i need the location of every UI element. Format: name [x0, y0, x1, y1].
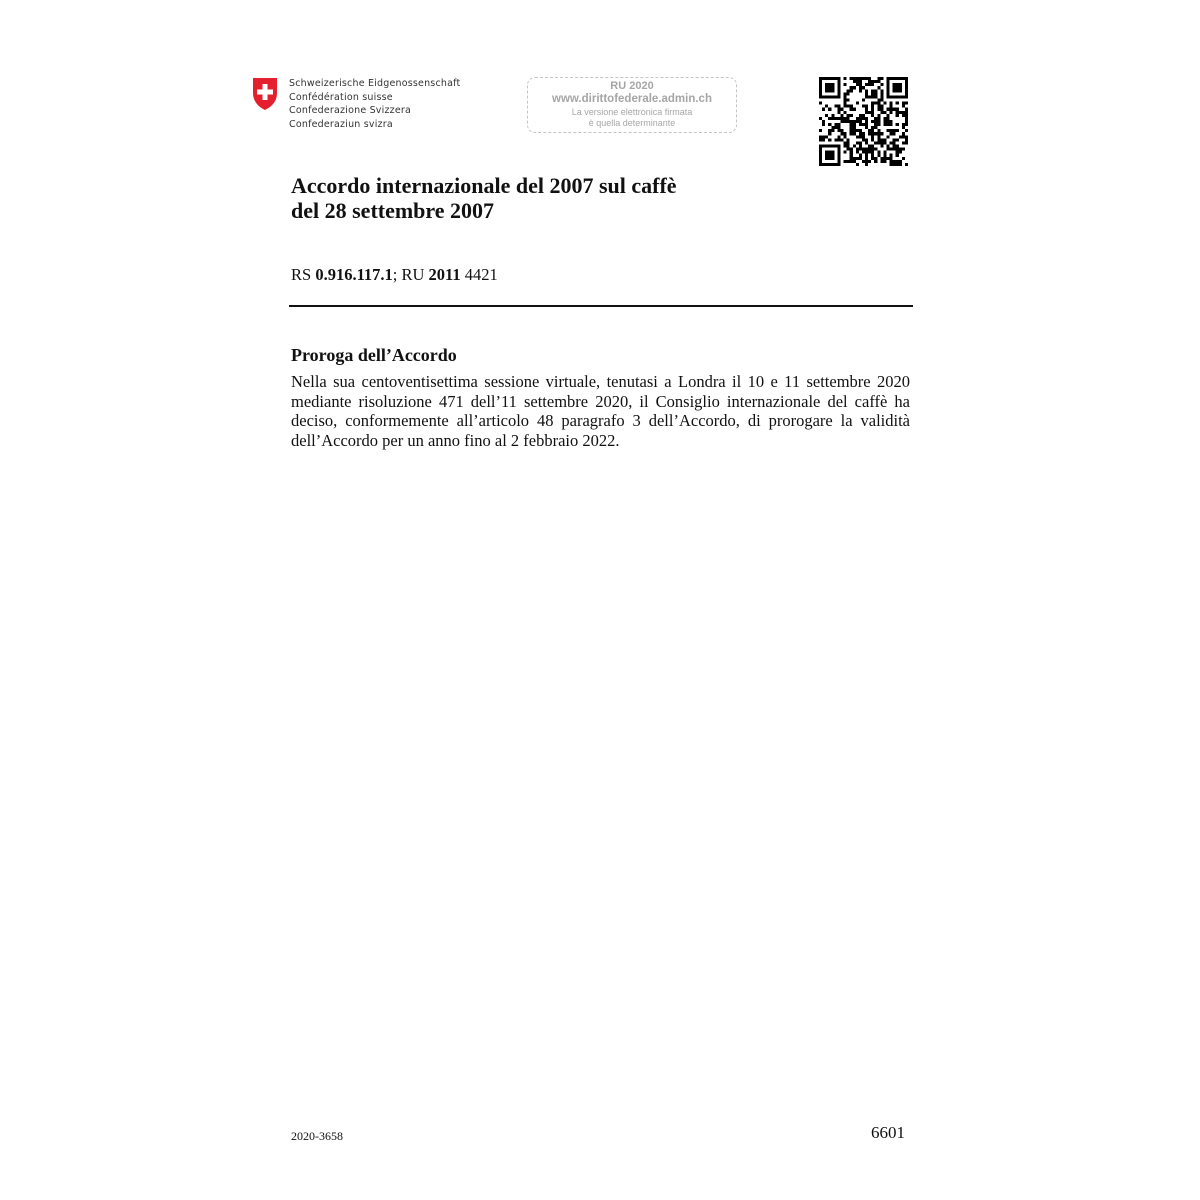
ru-year: 2011: [428, 265, 461, 284]
confederation-name-it: Confederazione Svizzera: [289, 105, 412, 116]
qr-code-icon: [819, 77, 908, 166]
swiss-confederation-logo: [251, 77, 460, 131]
stamp-website: www.dirittofederale.admin.ch: [552, 93, 712, 105]
horizontal-divider: [289, 305, 913, 307]
document-reference: [291, 265, 498, 285]
title-line-1: Accordo internazionale del 2007 sul caffè: [291, 173, 677, 198]
confederation-name-fr: Confédération suisse: [289, 91, 393, 103]
stamp-note-line2: è quella determinante: [588, 118, 676, 128]
document-title: [291, 173, 677, 223]
confederation-names: [289, 77, 460, 131]
rs-prefix: RS: [291, 265, 316, 284]
confederation-name-rm: Confederaziun svizra: [289, 118, 393, 130]
ru-page: 4421: [460, 265, 498, 284]
page-number: 6601: [871, 1123, 905, 1142]
stamp-collection: RU 2020: [610, 80, 654, 92]
stamp-note-line1: La versione elettronica firmata: [571, 107, 693, 117]
document-id: 2020-3658: [291, 1129, 343, 1143]
section-heading: Proroga dell’Accordo: [291, 345, 457, 365]
rs-number: 0.916.117.1: [315, 265, 393, 284]
ru-separator: ; RU: [392, 265, 429, 284]
extension-section: [291, 344, 910, 450]
swiss-shield-icon: [251, 77, 279, 111]
confederation-name-de: Schweizerische Eidgenossenschaft: [289, 78, 461, 89]
title-line-2: del 28 settembre 2007: [291, 198, 495, 223]
official-publication-stamp: [527, 77, 737, 133]
section-body: Nella sua centoventisettima sessione virtuale, tenutasi a Londra il 10 e 11 settembre 2020 mediante risoluzione 471 dell’11 settembre 2020, il Consiglio internazionale del caffè ha deciso, conformemente all’articolo 48 paragrafo 3 dell’Accordo, di prorogare la validità dell’Accordo per un anno fino al 2 febbraio 2022.: [291, 372, 910, 450]
